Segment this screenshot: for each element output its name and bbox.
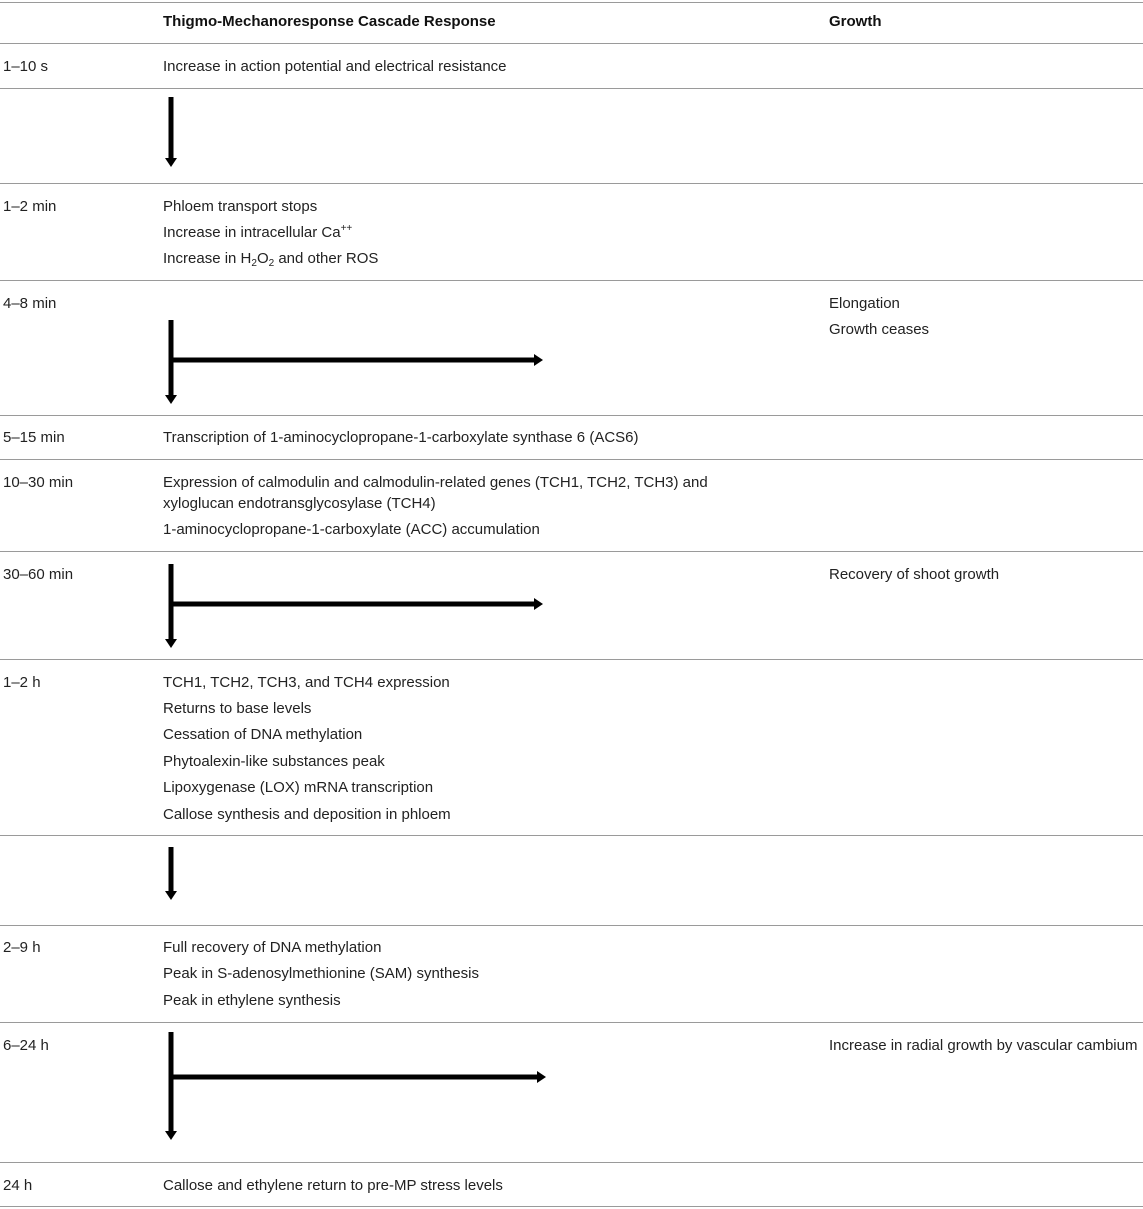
time-cell: 1–2 h — [3, 674, 41, 691]
response-line: Lipoxygenase (LOX) mRNA transcription — [163, 779, 434, 796]
time-cell: 24 h — [3, 1177, 33, 1194]
response-line: Phytoalexin-like substances peak — [163, 753, 385, 770]
response-line: Callose and ethylene return to pre-MP stress levels — [163, 1177, 503, 1194]
response-line: Peak in S-adenosylmethionine (SAM) synthesis — [163, 965, 479, 982]
growth-line: Recovery of shoot growth — [829, 566, 1000, 583]
time-cell: 10–30 min — [3, 474, 74, 491]
header-growth: Growth — [829, 13, 882, 30]
response-line: Returns to base levels — [163, 700, 312, 717]
time-cell: 1–2 min — [3, 198, 57, 215]
time-cell: 1–10 s — [3, 58, 49, 75]
header-response: Thigmo-Mechanoresponse Cascade Response — [163, 13, 496, 30]
time-cell: 6–24 h — [3, 1037, 49, 1054]
time-cell: 30–60 min — [3, 566, 74, 583]
response-line: Peak in ethylene synthesis — [163, 992, 341, 1009]
response-line: Callose synthesis and deposition in phloem — [163, 806, 451, 823]
response-line: 1-aminocyclopropane-1-carboxylate (ACC) accumulation — [163, 521, 540, 538]
response-line: Phloem transport stops — [163, 198, 318, 215]
response-line: Increase in action potential and electrical resistance — [163, 58, 507, 75]
response-line: Transcription of 1-aminocyclopropane-1-carboxylate synthase 6 (ACS6) — [163, 429, 639, 446]
time-cell: 4–8 min — [3, 295, 57, 312]
response-line: TCH1, TCH2, TCH3, and TCH4 expression — [163, 674, 450, 691]
time-cell: 2–9 h — [3, 939, 41, 956]
response-line: Increase in intracellular Ca++ — [163, 223, 353, 241]
growth-line: Elongation — [829, 295, 900, 312]
response-line: Cessation of DNA methylation — [163, 726, 363, 743]
growth-line: Growth ceases — [829, 321, 930, 338]
growth-line: Increase in radial growth by vascular cambium — [829, 1037, 1138, 1054]
response-line: Full recovery of DNA methylation — [163, 939, 382, 956]
time-cell: 5–15 min — [3, 429, 65, 446]
response-line: Increase in $H_2O_2$ and other ROS — [163, 250, 379, 269]
response-line: Expression of calmodulin and calmodulin-related genes (TCH1, TCH2, TCH3) and xyloglucan endotransglycosylase (TCH4) — [163, 474, 708, 512]
